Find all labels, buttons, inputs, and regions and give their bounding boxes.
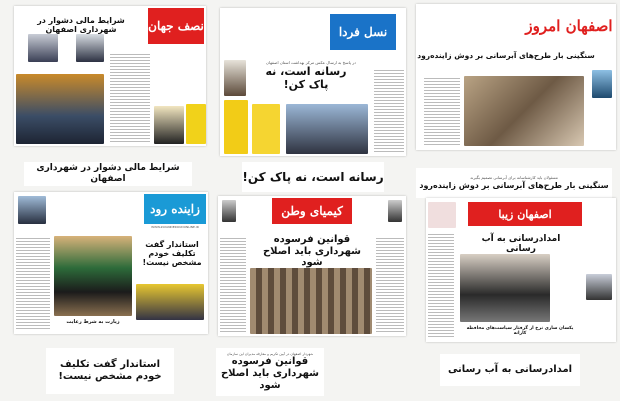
headline: شرایط مالی دشوار در شهرداری اصفهان bbox=[37, 16, 125, 35]
caption-headline bbox=[216, 348, 324, 396]
headline: قوانین فرسوده شهرداری باید اصلاح شود bbox=[262, 234, 362, 268]
caption-headline: رسانه است، نه پاک کن! bbox=[242, 162, 384, 192]
caption-headline: امدادرسانی به آب رسانی bbox=[440, 354, 580, 386]
photo bbox=[286, 104, 368, 154]
headline: امدادرسانی به آب رسانی bbox=[481, 234, 561, 255]
newspaper-zayandeh-rood[interactable] bbox=[14, 192, 208, 334]
photo bbox=[250, 268, 372, 334]
masthead: نسل فردا bbox=[330, 14, 396, 50]
photo bbox=[222, 200, 236, 222]
masthead: نصف جهان bbox=[148, 8, 204, 44]
newspaper-nesf-jahan[interactable] bbox=[14, 6, 206, 146]
masthead: کیمیای وطن bbox=[272, 198, 352, 224]
caption-headline: شرایط مالی دشوار در شهرداری اصفهان bbox=[24, 162, 192, 186]
sub-headline: زیارت به شرط رعایت bbox=[66, 319, 120, 325]
photo bbox=[54, 236, 132, 316]
photo bbox=[154, 106, 184, 144]
photo bbox=[464, 76, 584, 146]
photo bbox=[136, 284, 204, 320]
sub-headline: یکسان سازی نرخ از گرفتار سیاست‌های محافظه کارانه bbox=[466, 326, 574, 337]
photo bbox=[224, 100, 248, 154]
photo bbox=[586, 274, 612, 300]
newspaper-kimiya-vatan[interactable] bbox=[218, 196, 406, 336]
photo bbox=[224, 60, 246, 96]
newspaper-esfahan-ziba[interactable] bbox=[426, 198, 616, 342]
photo bbox=[76, 34, 104, 62]
kicker: در پاسخ به ارسال عکس مرکز بهداشت استان اصفهان bbox=[266, 60, 356, 65]
newspaper-esfahan-emrooz[interactable] bbox=[416, 4, 616, 150]
photo bbox=[428, 202, 456, 228]
caption-headline: استاندار گفت تکلیف خودم مشخص نیست! bbox=[46, 348, 174, 394]
photo bbox=[460, 254, 550, 322]
photo bbox=[16, 74, 104, 144]
site-url: WWW.ZAYANDEROUDONLINE.IR bbox=[151, 225, 199, 229]
photo bbox=[592, 70, 612, 98]
caption-kicker: شهردار اصفهان در آیین تکریم و معارفه مدیران این سازمان bbox=[226, 351, 314, 356]
photo bbox=[252, 104, 280, 154]
masthead: زاینده رود bbox=[144, 194, 206, 224]
newspaper-nasl-farda[interactable] bbox=[220, 8, 406, 156]
photo bbox=[388, 200, 402, 222]
masthead: اصفهان امروز bbox=[524, 8, 614, 44]
caption-headline bbox=[416, 168, 612, 198]
caption-text: سنگینی بار طرح‌های آبرسانی بر دوش زاینده‌رود bbox=[419, 180, 609, 190]
headline: استاندار گفت تکلیف خودم مشخص نیست! bbox=[142, 240, 202, 268]
masthead: اصفهان زیبا bbox=[468, 202, 582, 226]
caption-kicker: مسئولان باید کارشناسانه برای آبرسانی تصمیم بگیرند bbox=[470, 174, 558, 180]
photo bbox=[186, 104, 206, 144]
headline: سنگینی بار طرح‌های آبرسانی بر دوش زاینده‌رود bbox=[417, 51, 595, 60]
caption-text: قوانین فرسوده شهرداری باید اصلاح شود bbox=[220, 356, 320, 392]
photo bbox=[18, 196, 46, 224]
photo bbox=[28, 34, 58, 62]
headline: رسانه است، نه پاک کن! bbox=[265, 65, 347, 91]
